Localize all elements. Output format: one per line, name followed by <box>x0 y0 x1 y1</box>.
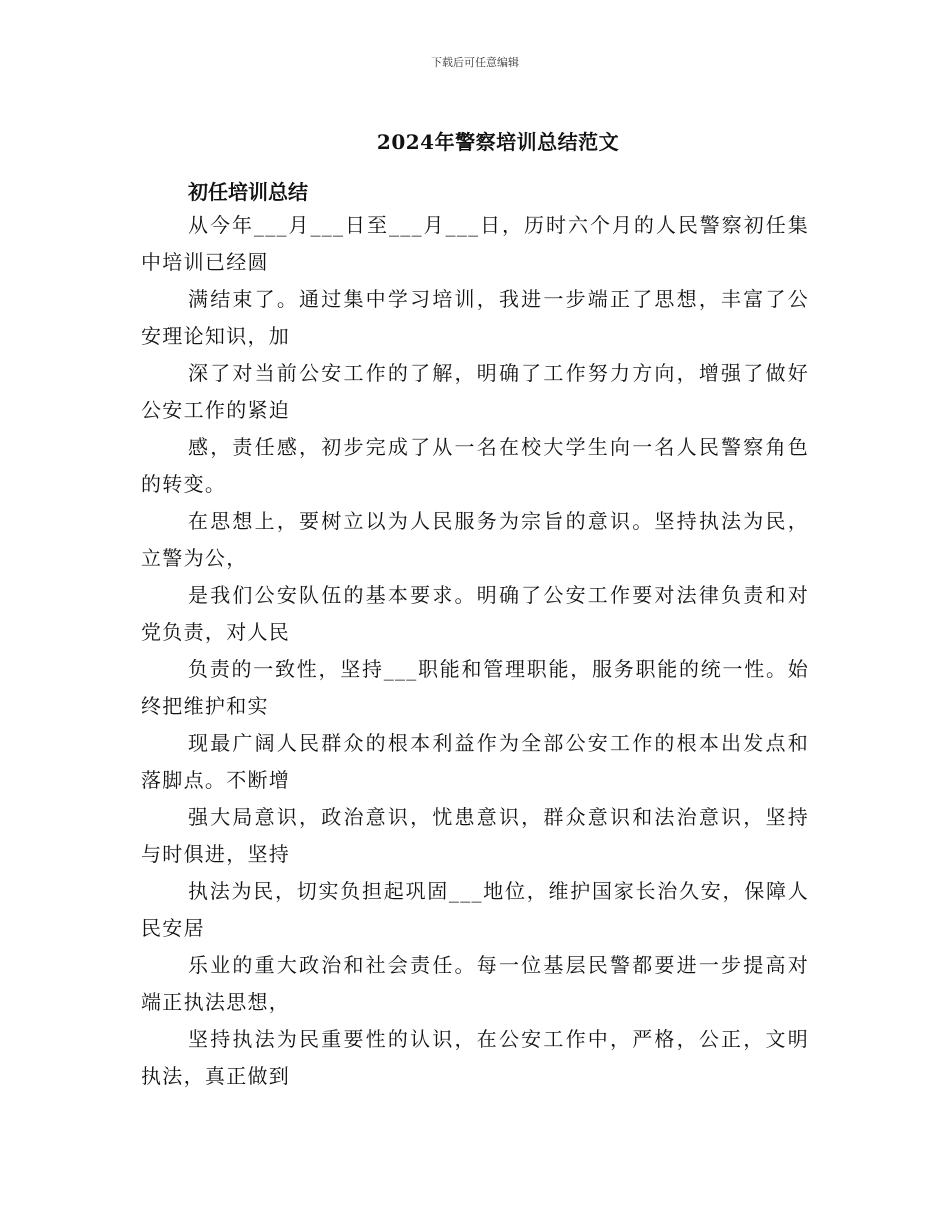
paragraph-line: 执法为民，切实负担起巩固___地位，维护国家长治久安，保障人 <box>188 879 809 903</box>
paragraph-line: 落脚点。不断增 <box>141 768 291 792</box>
paragraph-line: 深了对当前公安工作的了解，明确了工作努力方向，增强了做好 <box>188 361 809 385</box>
paragraph <box>141 947 809 1021</box>
paragraph-line: 终把维护和实 <box>141 694 269 718</box>
paragraph-line: 是我们公安队伍的基本要求。明确了公安工作要对法律负责和对 <box>188 583 809 607</box>
paragraph <box>141 503 809 577</box>
paragraph <box>141 355 809 429</box>
document-title: 2024年警察培训总结范文 <box>376 130 620 154</box>
paragraph-line: 感，责任感，初步完成了从一名在校大学生向一名人民警察角色 <box>188 435 809 459</box>
paragraph-line: 端正执法思想， <box>141 990 291 1014</box>
paragraph-line: 与时俱进，坚持 <box>141 842 291 866</box>
section-heading: 初任培训总结 <box>188 180 308 204</box>
paragraph <box>141 429 809 503</box>
header-note: 下载后可任意编辑 <box>431 56 519 69</box>
paragraph-line: 在思想上，要树立以为人民服务为宗旨的意识。坚持执法为民， <box>188 509 809 533</box>
paragraph <box>141 207 809 281</box>
paragraph <box>141 799 809 873</box>
paragraph-line: 中培训已经圆 <box>141 250 269 274</box>
paragraph <box>141 725 809 799</box>
paragraph-line: 从今年___月___日至___月___日，历时六个月的人民警察初任集 <box>188 213 809 237</box>
paragraph <box>141 1021 809 1095</box>
paragraph-line: 乐业的重大政治和社会责任。每一位基层民警都要进一步提高对 <box>188 953 809 977</box>
paragraph-line: 执法，真正做到 <box>141 1064 291 1088</box>
paragraph-line: 民安居 <box>141 916 205 940</box>
paragraph <box>141 577 809 651</box>
paragraph-line: 的转变。 <box>141 472 227 496</box>
paragraph <box>141 873 809 947</box>
paragraph <box>141 651 809 725</box>
paragraph-line: 负责的一致性，坚持___职能和管理职能，服务职能的统一性。始 <box>188 657 809 681</box>
paragraph-line: 立警为公， <box>141 546 248 570</box>
paragraph-line: 党负责，对人民 <box>141 620 291 644</box>
paragraph-line: 强大局意识，政治意识，忧患意识，群众意识和法治意识，坚持 <box>188 805 809 829</box>
paragraph-line: 满结束了。通过集中学习培训，我进一步端正了思想，丰富了公 <box>188 287 809 311</box>
paragraph-line: 现最广阔人民群众的根本利益作为全部公安工作的根本出发点和 <box>188 731 809 755</box>
paragraph-line: 安理论知识，加 <box>141 324 291 348</box>
paragraph-line: 公安工作的紧迫 <box>141 398 291 422</box>
paragraph <box>141 281 809 355</box>
body-text <box>141 207 809 1095</box>
paragraph-line: 坚持执法为民重要性的认识，在公安工作中，严格，公正，文明 <box>188 1027 809 1051</box>
